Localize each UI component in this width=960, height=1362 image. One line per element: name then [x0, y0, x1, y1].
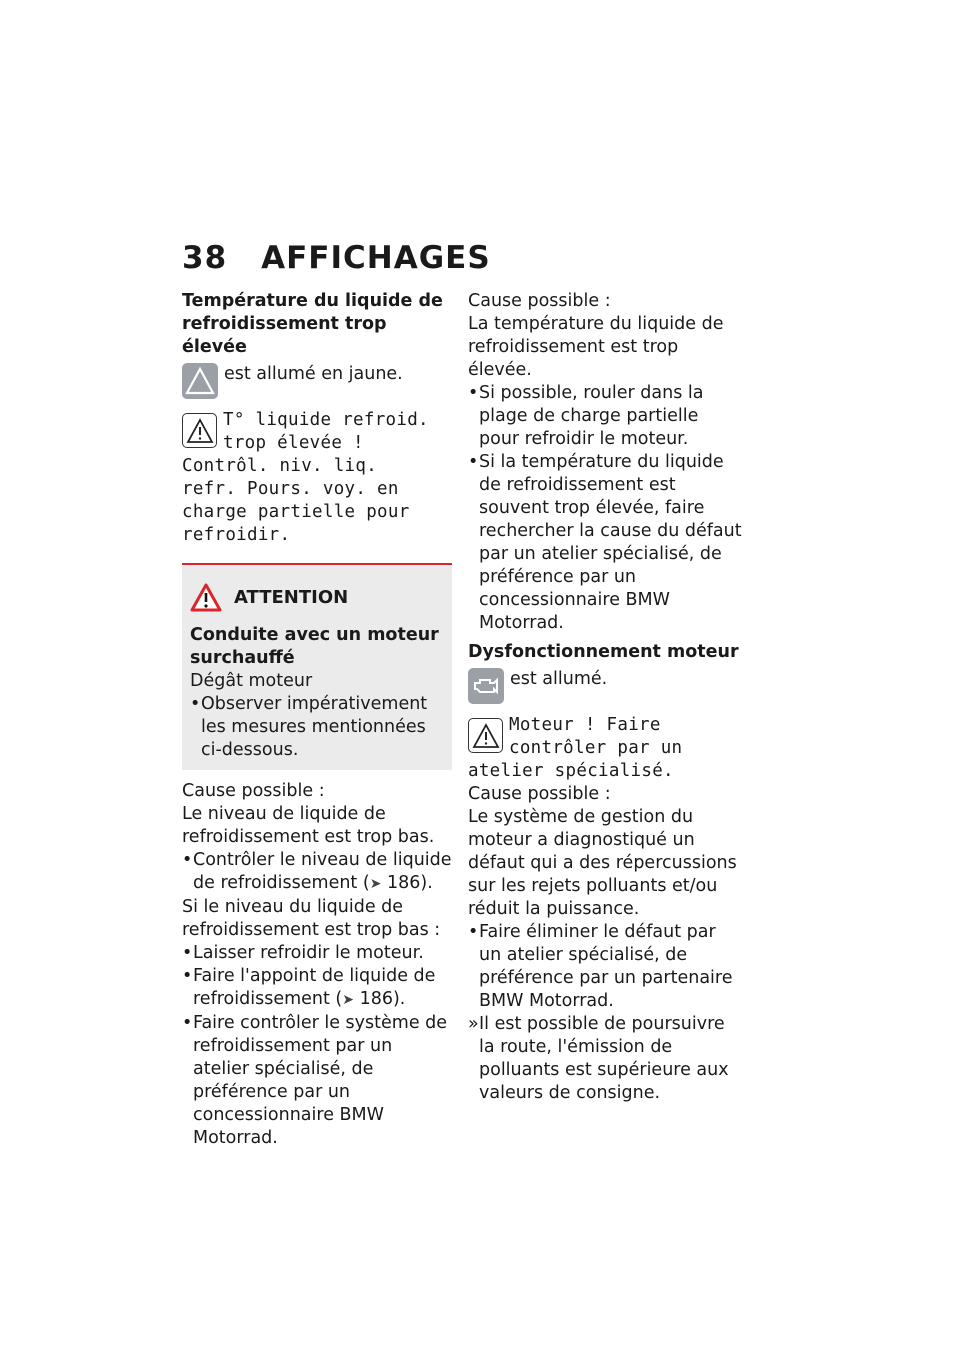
engine-display-text	[468, 714, 743, 783]
engine-display-line1: Moteur ! Faire	[509, 715, 661, 735]
list-item: • Faire l'appoint de liquide de refroidissement (➤ 186).	[182, 965, 452, 1012]
cause-label: Cause possible :	[468, 291, 611, 311]
attention-header	[190, 583, 444, 612]
attention-subtitle: Conduite avec un moteur surchauffé	[190, 625, 439, 668]
list-item: • Faire contrôler le système de refroidissement par un atelier spécialisé, de préférence par un concessionnaire BMW Motorrad.	[182, 1012, 452, 1150]
list-item: • Si possible, rouler dans la plage de charge partielle pour refroidir le moteur.	[468, 382, 743, 451]
coolant-display-rest: Contrôl. niv. liq. refr. Pours. voy. en charge partielle pour refroidir.	[182, 456, 410, 545]
engine-indicator-row	[468, 668, 743, 704]
cause-text: La température du liquide de refroidissement est trop élevée.	[468, 314, 724, 380]
coolant-display-line2: trop élevée !	[223, 433, 364, 453]
attention-hazard: Dégât moteur	[190, 671, 313, 691]
page-number: 38	[182, 240, 228, 276]
attention-bullet: • Observer impérativement les mesures mentionnées ci-dessous.	[190, 693, 444, 762]
page-ref-arrow-icon: ➤	[342, 992, 354, 1008]
engine-heading: Dysfonctionnement moteur	[468, 642, 739, 662]
warning-triangle-icon	[182, 413, 217, 448]
coolant-indicator-row	[182, 363, 452, 399]
warning-triangle-icon	[182, 363, 218, 399]
coolant-heading: Température du liquide de refroidissement trop élevée	[182, 291, 443, 357]
list-item: • Laisser refroidir le moteur.	[182, 942, 452, 965]
page-header	[182, 240, 491, 276]
page-title: AFFICHAGES	[261, 240, 491, 276]
list-item: • Si la température du liquide de refroidissement est souvent trop élevée, faire rechercher la cause du défaut par un atelier spécialisé, de préférence par un concessionnaire BMW Motorrad.	[468, 451, 743, 635]
engine-display-line2: contrôler par un	[509, 738, 683, 758]
coolant-display-line1: T° liquide refroid.	[223, 410, 429, 430]
engine-icon	[468, 668, 504, 704]
attention-box	[182, 563, 452, 770]
warning-triangle-icon	[468, 718, 503, 753]
cause-label: Cause possible :	[182, 781, 325, 801]
cause-text: Le niveau de liquide de refroidissement est trop bas.	[182, 804, 435, 847]
right-column	[468, 290, 743, 1105]
cause-label: Cause possible :	[468, 784, 611, 804]
attention-title: ATTENTION	[234, 587, 349, 608]
warning-triangle-icon	[190, 583, 222, 612]
page-ref[interactable]: 186	[359, 989, 393, 1009]
page-ref-arrow-icon: ➤	[369, 876, 382, 892]
page-ref[interactable]: 186	[387, 873, 421, 893]
engine-display-rest: atelier spécialisé.	[468, 761, 674, 781]
left-column	[182, 290, 452, 1150]
coolant-display-text	[182, 409, 452, 547]
list-item: • Faire éliminer le défaut par un atelier spécialisé, de préférence par un partenaire BMW Motorrad.	[468, 921, 743, 1013]
coolant-indicator-text: est allumé en jaune.	[224, 364, 403, 384]
engine-indicator-text: est allumé.	[510, 669, 608, 689]
list-item: • Contrôler le niveau de liquide de refroidissement (➤ 186).	[182, 849, 452, 896]
result-item: » Il est possible de poursuivre la route, l'émission de polluants est supérieure aux valeurs de consigne.	[468, 1013, 743, 1105]
cause-text: Le système de gestion du moteur a diagnostiqué un défaut qui a des répercussions sur les rejets polluants et/ou réduit la puissance.	[468, 807, 737, 919]
low-level-text: Si le niveau du liquide de refroidissement est trop bas :	[182, 897, 441, 940]
